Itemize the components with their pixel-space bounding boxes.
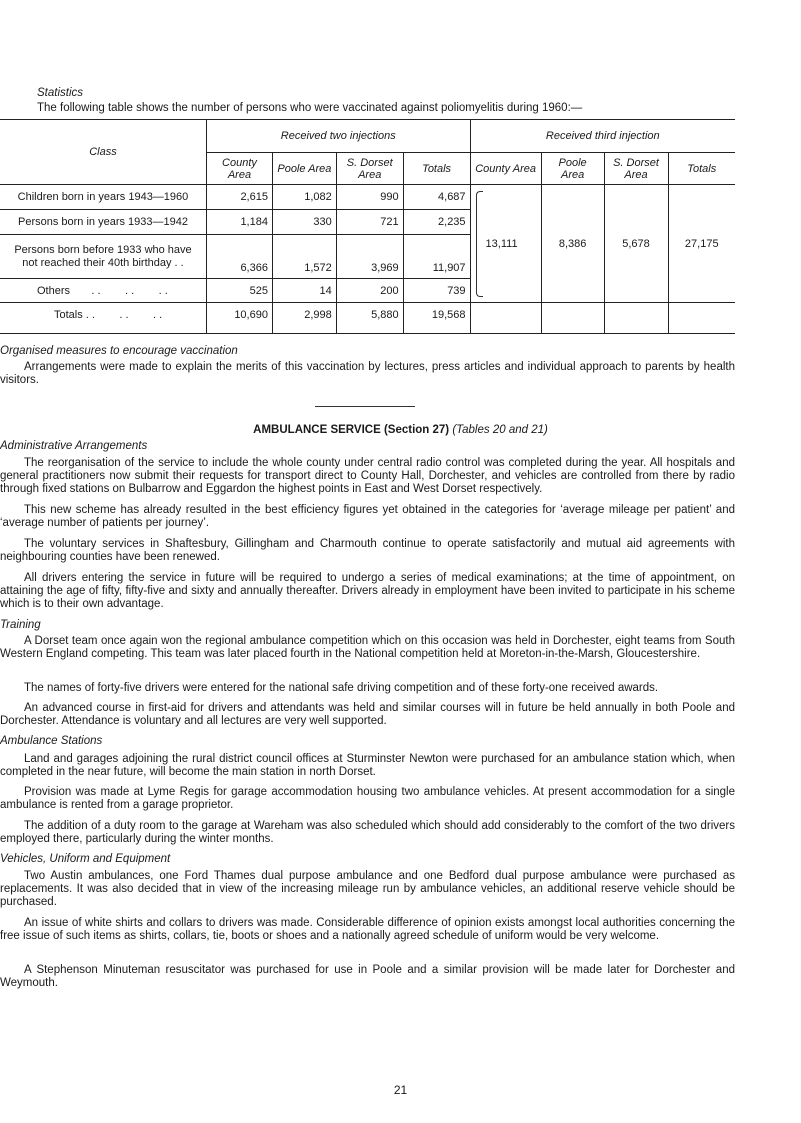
vaccination-table <box>0 119 735 334</box>
cell-value: 8,386 <box>541 185 604 303</box>
statistics-heading: Statistics <box>37 87 84 99</box>
cell-value: 14 <box>272 279 336 303</box>
cell-value: 10,690 <box>206 303 272 334</box>
cell-value: 721 <box>336 210 403 235</box>
section-heading: Organised measures to encourage vaccination <box>0 345 238 357</box>
cell-value: 13,111 <box>485 237 518 250</box>
cell-value: 27,175 <box>668 185 735 303</box>
row-label-line: Persons born before 1933 who have <box>14 243 192 256</box>
cell-value: 990 <box>336 185 403 210</box>
cell-value: 739 <box>403 279 470 303</box>
table-intro: The following table shows the number of persons who were vaccinated against poliomyelitis during 1960:— <box>37 102 583 114</box>
page-number: 21 <box>393 1083 408 1097</box>
cell-value: 200 <box>336 279 403 303</box>
paragraph: The voluntary services in Shaftesbury, Gillingham and Charmouth continue to operate satisfactorily and mutual aid agreements with neighbouring counties have been renewed. <box>0 538 735 563</box>
totals-header: Totals <box>403 153 470 185</box>
row-label <box>0 235 206 279</box>
cell-value: 2,998 <box>272 303 336 334</box>
paragraph: All drivers entering the service in future will be required to undergo a series of medical examinations; at the time of appointment, on attaining the age of fifty, fifty-five and sixty and annually thereafter. Drivers already in employment have been invited to participate in his scheme which is to their own advantage. <box>0 572 735 610</box>
paragraph: Provision was made at Lyme Regis for garage accommodation housing two ambulance vehicles. At present accommodation for a single ambulance is rented from a garage proprietor. <box>0 786 735 811</box>
paragraph: Two Austin ambulances, one Ford Thames dual purpose ambulance and one Bedford dual purpose ambulance were purchased as replacements. It was also decided that in view of the increasing mileage run by ambulance vehicles, an additional reserve vehicle should be purchased. <box>0 870 735 908</box>
table-row <box>0 185 735 210</box>
county-area-header: County Area <box>206 153 272 185</box>
paragraph: An advanced course in first-aid for drivers and attendants was held and similar courses will in future be held annually in both Poole and Dorchester. Attendance is voluntary and all lectures are very well supported. <box>0 702 735 727</box>
empty-cell <box>604 303 668 334</box>
cell-value: 2,615 <box>206 185 272 210</box>
section-heading: Ambulance Stations <box>0 735 103 747</box>
cell-value: 5,678 <box>604 185 668 303</box>
section-heading: Administrative Arrangements <box>0 440 148 452</box>
paragraph: Land and garages adjoining the rural district council offices at Sturminster Newton were purchased for an ambulance station which, when completed in the near future, will become the main station in north Dorset. <box>0 753 735 778</box>
cell-value: 2,235 <box>403 210 470 235</box>
cell-value: 6,366 <box>206 235 272 279</box>
third-injection-header: Received third injection <box>470 120 735 153</box>
cell-value: 330 <box>272 210 336 235</box>
cell-value: 19,568 <box>403 303 470 334</box>
paragraph: An issue of white shirts and collars to drivers was made. Considerable difference of opinion exists amongst local authorities concerning the free issue of such items as shirts, collars, tie, boots or shoes and a nationally agreed schedule of uniform would be very welcome. <box>0 917 735 942</box>
row-label: Persons born in years 1933—1942 <box>0 210 206 235</box>
title-bold: AMBULANCE SERVICE (Section 27) <box>253 424 450 436</box>
empty-cell <box>668 303 735 334</box>
paragraph: This new scheme has already resulted in the best efficiency figures yet obtained in the categories for ‘average mileage per patient’ and ‘average number of patients per journey’. <box>0 504 735 529</box>
cell-value: 1,184 <box>206 210 272 235</box>
cell-value: 4,687 <box>403 185 470 210</box>
row-label-line: not reached their 40th birthday . . <box>22 256 184 269</box>
cell-value: 1,082 <box>272 185 336 210</box>
totals-header: Totals <box>668 153 735 185</box>
cell-value: 1,572 <box>272 235 336 279</box>
paragraph: The reorganisation of the service to include the whole county under central radio control was completed during the year. All hospitals and general practitioners now submit their requests for transport direct to County Hall, Dorchester, and vehicles are controlled from there by radio through fixed stations on Bulbarrow and Eggardon the highest points in East and West Dorset respectively. <box>0 457 735 495</box>
s-dorset-area-header: S. Dorset Area <box>604 153 668 185</box>
empty-cell <box>470 303 541 334</box>
empty-cell <box>541 303 604 334</box>
row-label: Children born in years 1943—1960 <box>0 185 206 210</box>
county-area-header: County Area <box>470 153 541 185</box>
paragraph: The names of forty-five drivers were entered for the national safe driving competition and of these forty-one received awards. <box>24 682 659 694</box>
poole-area-header: Poole Area <box>272 153 336 185</box>
brace-glyph <box>476 191 483 297</box>
title-tables: (Tables 20 and 21) <box>452 424 548 436</box>
paragraph: Arrangements were made to explain the merits of this vaccination by lectures, press articles and individual approach to parents by health visitors. <box>0 361 735 386</box>
section-heading: Training <box>0 619 41 631</box>
ambulance-service-title <box>0 424 801 436</box>
cell-value: 5,880 <box>336 303 403 334</box>
row-label: Others . . . . . . <box>0 279 206 303</box>
cell-value: 3,969 <box>336 235 403 279</box>
totals-row <box>0 303 735 334</box>
divider <box>315 406 415 407</box>
section-heading: Vehicles, Uniform and Equipment <box>0 853 171 865</box>
class-header: Class <box>89 146 117 158</box>
paragraph: A Dorset team once again won the regional ambulance competition which on this occasion was held in Dorchester, eight teams from South Western England competing. This team was later placed fourth in the National competition held at Moreton-in-the-Marsh, Gloucestershire. <box>0 635 735 660</box>
two-injections-header: Received two injections <box>206 120 470 153</box>
paragraph: The addition of a duty room to the garage at Wareham was also scheduled which should add considerably to the comfort of the two drivers employed there, particularly during the winter months. <box>0 820 735 845</box>
cell-value: 525 <box>206 279 272 303</box>
s-dorset-area-header: S. Dorset Area <box>336 153 403 185</box>
third-county-cell <box>470 185 541 303</box>
paragraph: A Stephenson Minuteman resuscitator was purchased for use in Poole and a similar provision will be made later for Dorchester and Weymouth. <box>0 964 735 989</box>
cell-value: 11,907 <box>403 235 470 279</box>
poole-area-header: Poole Area <box>541 153 604 185</box>
row-label: Totals . . . . . . <box>0 303 206 334</box>
